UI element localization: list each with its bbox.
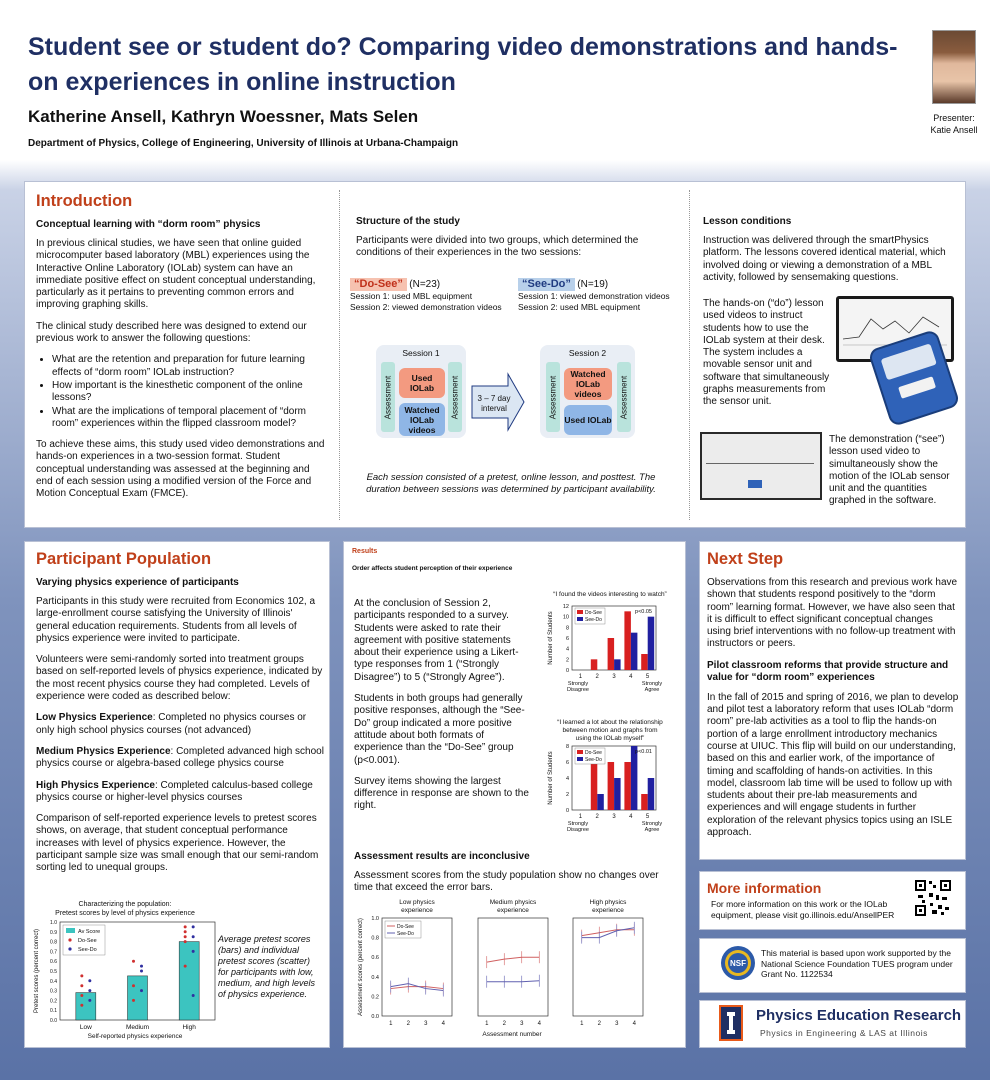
x-tick-label: 1 — [580, 1021, 584, 1027]
next-step-paragraph: Observations from this research and previous work have shown that students respond positively to the “dorm room” learning format. However, we have also seen that it is difficult to effect significant conceptual changes using brief interventions with no follow-up treatment with instructors or peers. — [707, 577, 958, 650]
y-tick-label: 0.7 — [50, 949, 57, 956]
lesson-do-text: The hands-on (“do”) lesson used videos to instruct students how to use the IOLab system at their desk. The system includes a movable sensor unit and software that simultaneously graphs measurements from the sensor unit. — [703, 298, 830, 408]
next-step-heading: Next Step — [707, 550, 784, 568]
scatter-point — [80, 994, 83, 997]
scatter-point — [132, 984, 135, 987]
y-tick-label: 0.9 — [50, 929, 57, 936]
p-value-annotation: p<0.01 — [635, 749, 652, 755]
scatter-point — [184, 940, 187, 943]
x-tick-label: 4 — [629, 814, 633, 820]
legend-swatch — [577, 757, 583, 761]
data-bar — [597, 794, 604, 810]
x-axis-label: Self-reported physics experience — [87, 1033, 183, 1040]
x-tick-label: 1 — [578, 674, 583, 680]
panel-title: Medium physics — [489, 899, 537, 906]
y-tick-label: 0.2 — [50, 998, 57, 1005]
results-paragraph: At the conclusion of Session 2, participants responded to a survey. Students were asked to rate their agreement with positive statements about their experience using a Likert-type responses from 1 (“Strongly Disagree”) to 5 (“Strongly Agree”). — [354, 598, 519, 683]
plot-frame — [478, 918, 548, 1016]
y-tick-label: 0.3 — [50, 988, 57, 995]
data-bar — [648, 778, 655, 810]
assessment-bar: Assessment — [617, 362, 631, 432]
x-tick-label: Medium — [125, 1024, 150, 1031]
x-end-label: Disagree — [566, 687, 590, 693]
next-step-paragraph: In the fall of 2015 and spring of 2016, we plan to develop and pilot test a laboratory reform that uses IOLab “dorm room” pre-lab activities as a tool to flip the hands-on portion of a large enrollment introductory mechanics course at UIUC. This flip will build on our understanding, based on this and earlier work, of the importance of timing and scaffolding of hands-on activities. In this model, classroom lab time will be used to follow up with students about their pre-lab measurements and experiences and will engage students in further exploration of the relevant physics topics using an ISLE approach. — [707, 691, 959, 839]
pretest-chart — [30, 898, 220, 1046]
nsf-logo-icon — [720, 945, 756, 981]
structure-section — [356, 216, 676, 269]
y-axis-label: Pretest scores (percent correct) — [34, 928, 40, 1014]
assessment-chart — [352, 896, 678, 1042]
presenter-label: Presenter: Katie Ansell — [930, 113, 978, 135]
population-paragraph: Comparison of self-reported experience levels to pretest scores shows, on average, that student conceptual performance increases with level of physics experience. However, the participant sample size was small enough that our semi-random sorting led to unequal groups. — [36, 813, 319, 874]
x-tick-label: 4 — [537, 1021, 541, 1027]
data-bar — [608, 638, 615, 670]
data-bar — [614, 778, 621, 810]
y-tick-label: 8 — [565, 744, 569, 750]
x-tick-label: 3 — [612, 674, 616, 680]
x-end-label: Agree — [644, 687, 660, 693]
x-tick-label: 2 — [502, 1021, 506, 1027]
x-end-label: Disagree — [566, 827, 590, 833]
legend-label: Av Score — [78, 929, 101, 935]
y-tick-label: 0.4 — [50, 978, 57, 985]
do-see-session2: Session 2: viewed demonstration videos — [350, 302, 502, 312]
y-tick-label: 2 — [565, 657, 569, 664]
assessment-subheading: Assessment results are inconclusive — [354, 851, 530, 862]
legend-label: Do-See — [78, 938, 97, 944]
scatter-point — [132, 960, 135, 963]
medium-experience-def: Medium Physics Experience: Completed advanced high school physics course or algebra-based college physics course — [36, 745, 324, 770]
y-tick-label: 6 — [565, 760, 569, 766]
scatter-point — [192, 950, 195, 953]
introduction-heading: Introduction — [36, 192, 133, 210]
legend-swatch — [577, 610, 583, 614]
intro-subheading: Conceptual learning with “dorm room” physics — [36, 219, 261, 230]
data-line — [487, 957, 540, 962]
scatter-point — [88, 989, 91, 992]
scatter-point — [184, 935, 187, 938]
scatter-point — [132, 999, 135, 1002]
panel-title: experience — [592, 907, 624, 914]
per-title: Physics Education Research — [756, 1007, 962, 1024]
x-tick-label: Low — [79, 1024, 92, 1031]
do-see-tag: “Do-See” — [350, 278, 407, 291]
x-tick-label: 2 — [406, 1021, 410, 1027]
legend-label: See-Do — [397, 931, 414, 937]
data-line — [391, 987, 444, 989]
y-tick-label: 4 — [565, 646, 569, 653]
do-see-session1: Session 1: used MBL equipment — [350, 291, 473, 301]
question-item: • What are the implications of temporal placement of “dorm room” experiences within the flipped classroom model? — [52, 406, 326, 431]
data-line — [582, 928, 635, 938]
data-bar — [591, 659, 598, 670]
lesson-paragraph: Instruction was delivered through the smartPhysics platform. The lessons covered identical material, which involved doing or viewing a demonstration of a MBL activity, followed by sensemaking questions. — [703, 235, 946, 283]
x-end-label: Strongly — [567, 821, 589, 827]
poster-title: Student see or student do? Comparing video demonstrations and hands-on experiences in online instruction — [28, 33, 898, 96]
legend-label: See-Do — [585, 617, 602, 623]
high-experience-def: High Physics Experience: Completed calculus-based college physics course or higher-level physics courses — [36, 779, 313, 803]
learned-chart — [538, 716, 678, 840]
pilot-subheading: Pilot classroom reforms that provide structure and value for “dorm room” experiences — [707, 659, 949, 683]
interval-label: 3 – 7 day interval — [477, 394, 511, 413]
data-bar — [608, 762, 615, 810]
scatter-point — [184, 930, 187, 933]
y-tick-label: 0.6 — [371, 955, 379, 962]
x-tick-label: 3 — [612, 814, 616, 820]
x-tick-label: 4 — [629, 674, 633, 680]
assessment-bar: Assessment — [546, 362, 560, 432]
structure-heading: Structure of the study — [356, 216, 460, 227]
y-tick-label: 10 — [562, 614, 569, 621]
session1-label: Session 1 — [402, 348, 440, 358]
introduction-section — [36, 192, 326, 510]
scatter-point — [80, 984, 83, 987]
results-subheading: Order affects student perception of their experience — [352, 565, 513, 572]
lesson-heading: Lesson conditions — [703, 216, 792, 227]
x-tick-label: 3 — [520, 1021, 524, 1027]
x-tick-label: 5 — [645, 814, 650, 820]
y-tick-label: 2 — [565, 792, 569, 798]
see-do-session2: Session 2: used MBL equipment — [518, 302, 641, 312]
population-section — [36, 550, 324, 884]
see-do-n: (N=19) — [577, 279, 609, 290]
y-tick-label: 0.2 — [371, 994, 379, 1001]
legend-swatch — [68, 938, 71, 941]
y-axis-label: Assessment scores (percent correct) — [358, 918, 364, 1016]
x-tick-label: 1 — [578, 814, 583, 820]
legend-swatch — [66, 928, 75, 933]
nsf-text: This material is based upon work supported by the National Science Foundation TUES program under Grant No. 1122534 — [761, 948, 953, 979]
do-see-n: (N=23) — [409, 279, 441, 290]
y-tick-label: 1.0 — [371, 916, 379, 922]
legend-label: See-Do — [585, 757, 602, 763]
legend-label: Do-See — [585, 750, 602, 756]
scatter-point — [88, 979, 91, 982]
results-paragraph: Students in both groups had generally positive responses, although the “See-Do” group indicated a more positive attitude about both formats of experience than the “Do-See” group (p<0.001). — [354, 693, 525, 766]
scatter-point — [88, 999, 91, 1002]
do-see-group — [350, 278, 520, 313]
x-tick-label: 3 — [615, 1021, 619, 1027]
data-bar — [614, 659, 621, 670]
chart-title: Pretest scores by level of physics experience — [55, 910, 195, 917]
panel-title: experience — [401, 907, 433, 914]
data-bar — [128, 976, 148, 1020]
results-paragraph: Survey items showing the largest difference in response are shown to the right. — [354, 775, 529, 812]
session2-label: Session 2 — [568, 348, 607, 358]
panel-title: Low physics — [399, 899, 435, 906]
assessment-bar: Assessment — [381, 362, 395, 432]
watched-videos-box: Watched IOLab videos — [399, 403, 445, 436]
scatter-point — [184, 925, 187, 928]
y-tick-label: 6 — [565, 636, 569, 642]
structure-paragraph: Participants were divided into two groups, which determined the conditions of their experiences in the two sessions: — [356, 235, 639, 259]
legend-label: Do-See — [585, 610, 602, 616]
divider — [689, 190, 690, 520]
data-line — [582, 930, 635, 936]
see-do-tag: “See-Do” — [518, 278, 575, 291]
panel-title: experience — [497, 907, 529, 914]
plot-frame — [573, 918, 643, 1016]
y-tick-label: 8 — [565, 625, 569, 632]
x-tick-label: 2 — [595, 814, 599, 820]
results-heading: Results — [352, 548, 378, 555]
lesson-section — [703, 216, 955, 293]
y-tick-label: 0.8 — [371, 935, 379, 942]
data-bar — [648, 617, 655, 670]
x-tick-label: 1 — [389, 1021, 393, 1027]
see-do-group — [518, 278, 688, 313]
chart-title: “I learned a lot about the relationship — [557, 719, 663, 726]
data-bar — [641, 794, 648, 810]
data-bar — [624, 611, 631, 670]
next-step-section — [707, 550, 959, 848]
legend-swatch — [577, 750, 583, 754]
y-tick-label: 0.0 — [371, 1014, 379, 1020]
x-tick-label: 3 — [424, 1021, 428, 1027]
chart-title: Characterizing the population: — [78, 901, 172, 908]
y-tick-label: 0.5 — [50, 969, 57, 975]
illinois-logo-icon — [719, 1005, 743, 1041]
x-tick-label: High — [182, 1024, 196, 1031]
legend-label: Do-See — [397, 924, 414, 930]
x-tick-label: 2 — [597, 1021, 601, 1027]
x-end-label: Strongly — [641, 821, 663, 827]
assessment-bar: Assessment — [448, 362, 462, 432]
legend-swatch — [577, 617, 583, 621]
p-value-annotation: p<0.05 — [635, 609, 652, 615]
structure-caption: Each session consisted of a pretest, online lesson, and posttest. The duration between sessions was determined by participant availability. — [366, 472, 656, 495]
scatter-point — [192, 935, 195, 938]
scatter-point — [192, 925, 195, 928]
x-tick-label: 5 — [645, 674, 650, 680]
x-tick-label: 1 — [485, 1021, 489, 1027]
x-tick-label: 2 — [595, 674, 599, 680]
scatter-point — [140, 965, 143, 968]
data-bar — [631, 633, 638, 670]
panel-title: High physics — [589, 899, 627, 906]
x-end-label: Strongly — [567, 681, 589, 687]
chart-title: between motion and graphs from — [562, 727, 658, 734]
per-subtitle: Physics in Engineering & LAS at Illinois — [760, 1028, 928, 1038]
scatter-point — [184, 965, 187, 968]
population-paragraph: Volunteers were semi-randomly sorted into treatment groups based on self-reported levels of physics experience, indicated by the most recent physics course they had completed. Levels of experience were coded as described below: — [36, 654, 323, 703]
intro-paragraph: To achieve these aims, this study used video demonstrations and hands-on experiences in a two-session format. Student conceptual understanding was assessed at the beginning and end of each session using a modified version of the Force and Motion Conceptual Exam (FMCE). — [36, 439, 325, 500]
intro-paragraph: In previous clinical studies, we have seen that online guided microcomputer based laboratory (MBL) experiences using the Interactive Online Laboratory (IOLab) system can have an immediate positive effect on student conceptual understanding, particularly as it pertains to preventing common errors and improving graphing skills. — [36, 238, 316, 311]
more-info-heading: More information — [707, 880, 822, 896]
low-experience-def: Low Physics Experience: Completed no physics courses or only high school physics courses (not advanced) — [36, 712, 307, 736]
y-axis-label: Number of Students — [548, 751, 554, 805]
watched-videos-box: Watched IOLab videos — [564, 368, 612, 400]
y-tick-label: 12 — [562, 604, 569, 610]
y-tick-label: 0 — [565, 808, 569, 814]
data-bar — [179, 942, 199, 1020]
y-tick-label: 0.6 — [50, 959, 57, 966]
intro-paragraph: The clinical study described here was designed to extend our previous work to answer the following questions: — [36, 320, 307, 345]
question-item: • What are the retention and preparation for future learning effects of “dorm room” IOLab instruction? — [52, 354, 326, 379]
scatter-point — [80, 974, 83, 977]
data-bar — [624, 762, 631, 810]
x-end-label: Agree — [644, 827, 660, 833]
y-tick-label: 1.0 — [50, 920, 57, 926]
authors: Katherine Ansell, Kathryn Woessner, Mats Selen — [28, 107, 419, 126]
population-heading: Participant Population — [36, 550, 212, 568]
divider — [339, 190, 340, 520]
used-iolab-box: Used IOLab — [564, 405, 612, 435]
scatter-point — [140, 989, 143, 992]
data-bar — [631, 746, 638, 810]
data-bar — [641, 654, 648, 670]
used-iolab-box: Used IOLab — [399, 368, 445, 398]
question-item: • How important is the kinesthetic component of the online lessons? — [52, 380, 326, 405]
scatter-point — [192, 994, 195, 997]
chart-title: using the IOLab myself” — [575, 735, 645, 742]
x-tick-label: 4 — [441, 1021, 445, 1027]
y-tick-label: 0.0 — [50, 1018, 57, 1024]
data-line — [487, 981, 540, 982]
presenter-photo — [932, 30, 976, 104]
results-text — [354, 598, 534, 822]
scatter-point — [80, 1004, 83, 1007]
scatter-point — [140, 970, 143, 973]
see-do-session1: Session 1: viewed demonstration videos — [518, 291, 670, 301]
x-tick-label: 4 — [632, 1021, 636, 1027]
y-tick-label: 0.8 — [50, 939, 57, 946]
x-end-label: Strongly — [641, 681, 663, 687]
y-tick-label: 0 — [565, 668, 569, 674]
department: Department of Physics, College of Engineering, University of Illinois at Urbana-Champaign — [28, 138, 459, 149]
legend-swatch — [68, 947, 71, 950]
x-axis-label: Assessment number — [482, 1031, 542, 1038]
y-axis-label: Number of Students — [548, 611, 554, 665]
svg-text:NSF: NSF — [730, 959, 746, 968]
y-tick-label: 4 — [565, 776, 569, 782]
data-bar — [76, 993, 96, 1020]
legend-label: See-Do — [78, 947, 97, 953]
assessment-paragraph: Assessment scores from the study population show no changes over time that exceed the error bars. — [354, 870, 659, 894]
population-paragraph: Participants in this study were recruited from Economics 102, a large-enrollment course satisfying the University of Illinois' general education requirements. Students from all levels of physics experience were invited to participate. — [36, 596, 316, 644]
pretest-caption: Average pretest scores (bars) and individual pretest scores (scatter) for participants with low, medium, and high levels of physics experience. — [218, 934, 316, 999]
demo-video-image — [700, 432, 822, 500]
qr-code-icon[interactable] — [914, 879, 952, 917]
y-tick-label: 0.1 — [50, 1008, 57, 1015]
lesson-see-text: The demonstration (“see”) lesson used video to simultaneously show the motion of the IOLab sensor unit and the quantities graphed in the software. — [829, 434, 950, 507]
more-info-text: For more information on this work or the IOLab equipment, please visit go.illinois.edu/AnsellPER — [711, 899, 895, 920]
research-questions — [36, 354, 326, 430]
interest-chart — [538, 588, 678, 700]
population-subheading: Varying physics experience of participants — [36, 577, 239, 588]
y-tick-label: 0.4 — [371, 974, 379, 981]
chart-title: “I found the videos interesting to watch” — [553, 591, 667, 598]
